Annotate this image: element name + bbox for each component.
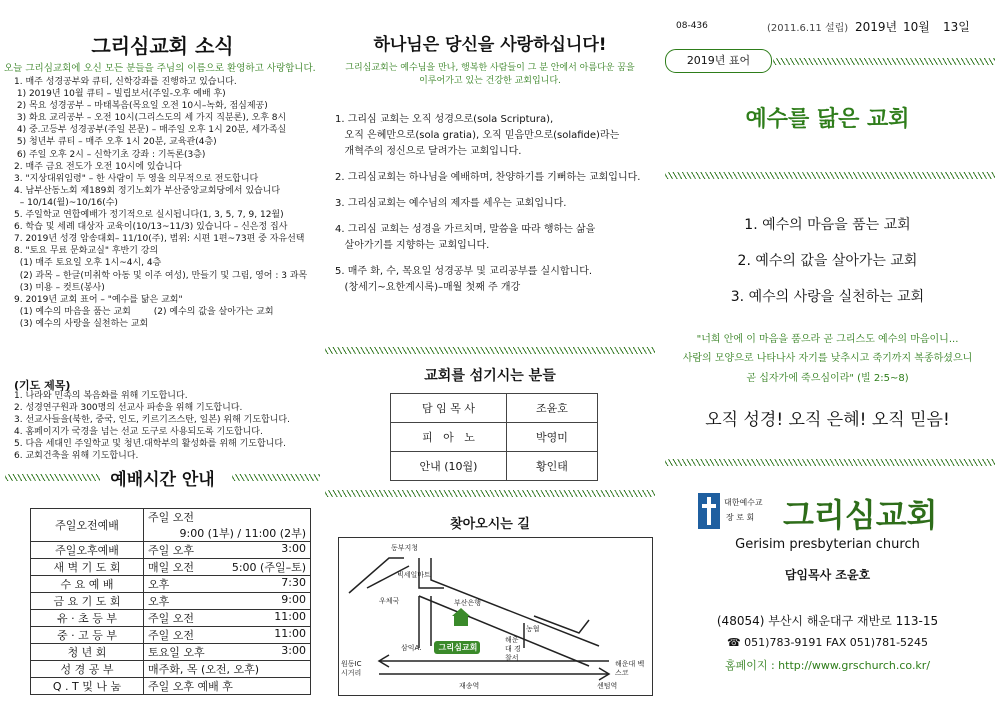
love-title: 하나님은 당신을 사랑하십니다!	[373, 35, 607, 55]
verse-line-2: 사람의 모양으로 나타나사 자기를 낮추시고 죽기까지 복종하셨으니	[682, 353, 973, 364]
church-name-en: Gerisim presbyterian church	[735, 537, 920, 552]
service-time: 주일 오전 11:00	[144, 610, 311, 627]
map-church-label: 그리심교회	[438, 643, 478, 652]
news-item: 3. "지상대위임령" – 한 사람이 두 영을 의무적으로 전도합니다	[14, 173, 259, 184]
table-row	[31, 678, 311, 695]
service-hour: 9:00	[281, 593, 306, 606]
news-item: 5) 청년부 큐티 – 매주 오후 1시 20분, 교육관(4층)	[14, 137, 217, 148]
service-hour: 11:00	[274, 627, 306, 640]
service-name: 청 년 회	[31, 644, 144, 661]
table-row	[31, 610, 311, 627]
table-row	[31, 644, 311, 661]
motto-point: 1. 예수의 마음을 품는 교회	[744, 217, 911, 233]
news-item: 4) 중.고등부 성경공부(주일 본문) – 매주일 오후 1시 20분, 세가족실	[14, 125, 287, 136]
table-row	[31, 627, 311, 644]
church-name: 그리심교회	[783, 496, 938, 534]
table-row	[31, 593, 311, 610]
verse-line-1: "너희 안에 이 마음을 품으라 곧 그리스도 예수의 마음이니...	[696, 334, 959, 345]
motto-point: 3. 예수의 사랑을 실천하는 교회	[730, 289, 925, 305]
news-item: 5. 주일학교 연합예배가 정기적으로 실시됩니다(1, 3, 5, 7, 9, 12월)	[14, 210, 284, 221]
service-name: 수 요 예 배	[31, 576, 144, 593]
map-label: 우체국	[379, 597, 400, 605]
statement-line: 오직 은혜만으로(sola gratia), 오직 믿음만으로(solafide)라는	[335, 130, 620, 141]
middle-panel	[325, 0, 655, 707]
service-name: 주일오전예배	[31, 509, 144, 542]
service-time: 주일 오후 3:00	[144, 542, 311, 559]
staff-role: 안내 (10월)	[391, 452, 507, 481]
service-name: 중 · 고 등 부	[31, 627, 144, 644]
service-time: 주일 오전 11:00	[144, 627, 311, 644]
news-item: (3) 예수의 사랑을 실천하는 교회	[14, 318, 149, 329]
service-hour: 3:00	[281, 644, 306, 657]
denomination-1: 대한예수교	[724, 498, 763, 507]
prayer-item: 4. 홈페이지가 국경을 넘는 선교 도구로 사용되도록 기도합니다.	[14, 427, 263, 438]
prayer-item: 5. 다음 세대인 주일학교 및 청년.대학부의 활성화를 위해 기도합니다.	[14, 439, 286, 450]
service-table	[30, 508, 311, 695]
news-item: (1) 매주 토요일 오후 1시~4시, 4층	[14, 258, 162, 269]
statement-line: 살아가기를 지향하는 교회입니다.	[335, 240, 490, 251]
map-label: 빅세일마트	[397, 571, 431, 579]
news-item: 1) 2019년 10월 큐티 – 빌립보서(주일-오후 예배 후)	[14, 89, 226, 100]
map-label: 원동IC 시거리	[341, 660, 362, 677]
staff-role: 피 아 노	[391, 423, 507, 452]
motto-tag: 2019년 표어	[665, 49, 772, 73]
statement-line: 1. 그리심 교회는 오직 성경으로(sola Scriptura),	[335, 114, 554, 125]
service-time: 매일 오전 5:00 (주일–토)	[144, 559, 311, 576]
motto-points	[655, 207, 1000, 315]
news-list	[14, 76, 324, 330]
service-hour: 5:00 (주일–토)	[231, 561, 306, 574]
table-row	[31, 576, 311, 593]
intro-line-1: 그리심교회는 예수님을 만나, 행복한 사람들이 그 분 안에서 아름다운 꿈을	[345, 63, 635, 73]
motto-point: 2. 예수의 값을 살아가는 교회	[737, 253, 918, 269]
prayer-item: 1. 나라와 민족의 복음화를 위해 기도합니다.	[14, 391, 188, 401]
service-time: 매주화, 목 (오전, 오후)	[144, 661, 311, 678]
service-name: 유 · 초 등 부	[31, 610, 144, 627]
news-item: 7. 2019년 성경 암송대회– 11/10(주), 범위: 시편 1편~73편 중 자유선택	[14, 234, 305, 245]
news-item: 8. "토요 무료 문화교실" 후반기 강의	[14, 246, 159, 257]
divider	[773, 58, 995, 65]
statement-line: 2. 그리심교회는 하나님을 예배하며, 찬양하기를 기뻐하는 교회입니다.	[335, 172, 641, 183]
divider	[325, 347, 655, 354]
slogan: 오직 성경! 오직 은혜! 오직 믿음!	[705, 410, 950, 430]
issue-month: 10월	[903, 20, 930, 34]
directions-map	[338, 537, 653, 696]
map-label: 삼익A.	[401, 644, 422, 652]
service-time: 주일 오후 예배 후	[144, 678, 311, 695]
divider	[325, 490, 655, 497]
map-label: 센텀역	[597, 682, 618, 690]
prayer-title: (기도 제목)	[14, 379, 71, 392]
cross-logo-icon	[698, 493, 720, 529]
prayer-item: 6. 교회건축을 위해 기도합니다.	[14, 451, 139, 462]
service-hour: 9:00 (1부) / 11:00 (2부)	[179, 527, 306, 540]
staff-title: 교회를 섬기시는 분들	[424, 368, 556, 384]
verse-line-3: 곧 십자가에 죽으심이라" (빌 2:5~8)	[746, 373, 909, 384]
map-label: 동부지청	[391, 544, 419, 552]
left-panel	[0, 0, 325, 707]
news-item: 6. 학습 및 세례 대상자 교육이(10/13~11/3) 있습니다 – 신은정 집사	[14, 222, 288, 233]
statement-line: 3. 그리심교회는 예수님의 제자를 세우는 교회입니다.	[335, 198, 567, 209]
map-title: 찾아오시는 길	[450, 517, 530, 532]
service-title: 예배시간 안내	[110, 470, 215, 490]
service-hour: 7:30	[281, 576, 306, 589]
news-item: 2. 매주 금요 전도가 오전 10시에 있습니다	[14, 161, 182, 172]
news-item: 3) 화요 교리공부 – 오전 10시(그리스도의 세 가지 직분론), 오후 8시	[14, 113, 287, 124]
staff-name: 황인태	[507, 452, 598, 481]
news-item: (2) 과목 – 한글(미취학 아동 및 이주 여성), 만들기 및 그림, 영어 : 3 과목	[14, 270, 308, 281]
map-label: 부산은행	[454, 599, 482, 607]
news-item: 2) 목요 성경공부 – 마태복음(목요일 오전 10시–녹화, 점심제공)	[14, 101, 268, 112]
statement-line: 5. 매주 화, 수, 목요일 성경공부 및 교리공부를 실시합니다.	[335, 266, 593, 277]
news-item: 1. 매주 성경공부와 큐티, 신학강좌를 진행하고 있습니다.	[14, 77, 237, 87]
map-label: 농협	[526, 625, 540, 633]
prayer-list	[14, 390, 324, 463]
founded-date: (2011.6.11 설립)	[767, 23, 849, 34]
homepage-link[interactable]: 홈페이지 : http://www.grschurch.co.kr/	[724, 659, 931, 672]
map-label: 해운대 벡스코	[615, 660, 645, 677]
service-hour: 11:00	[274, 610, 306, 623]
pastor-name: 담임목사 조윤호	[784, 568, 871, 582]
news-item: (1) 예수의 마음을 품는 교회 (2) 예수의 값을 살아가는 교회	[14, 306, 274, 317]
issue-code: 08-436	[676, 21, 708, 31]
divider	[665, 459, 995, 466]
table-row	[391, 394, 598, 423]
news-item: 4. 남부산동노회 제189회 정기노회가 부산중앙교회당에서 있습니다	[14, 185, 281, 196]
intro-line-2: 이루어가고 있는 건강한 교회입니다.	[419, 76, 561, 86]
table-row	[31, 559, 311, 576]
right-panel	[655, 0, 1000, 707]
service-name: 금 요 기 도 회	[31, 593, 144, 610]
table-row	[391, 423, 598, 452]
statement-line: (창세기~요한계시록)–매월 첫째 주 개강	[335, 282, 521, 293]
table-row	[31, 661, 311, 678]
service-name: 새 벽 기 도 회	[31, 559, 144, 576]
map-label: 해운대 경찰서	[505, 636, 521, 662]
issue-year: 2019년	[855, 20, 898, 34]
phone-fax: ☎ 051)783-9191 FAX 051)781-5245	[726, 636, 929, 649]
news-item: – 10/14(월)~10/16(수)	[14, 197, 118, 208]
service-time: 토요일 오후 3:00	[144, 644, 311, 661]
denomination-2: 장 로 회	[726, 513, 755, 522]
issue-day: 13일	[943, 20, 970, 34]
news-item: 9. 2019년 교회 표어 – "예수를 닮은 교회"	[14, 294, 183, 305]
news-item: 6) 주일 오후 2시 – 신학기초 강좌 : 기독론(3층)	[14, 149, 206, 160]
service-hour: 3:00	[281, 542, 306, 555]
table-row	[31, 542, 311, 559]
service-time: 오후 7:30	[144, 576, 311, 593]
table-row	[31, 509, 311, 542]
news-item: (3) 미용 – 컷트(봉사)	[14, 282, 105, 293]
staff-role: 담 임 목 사	[391, 394, 507, 423]
news-title: 그리심교회 소식	[91, 34, 234, 58]
address: (48054) 부산시 해운대구 재반로 113-15	[716, 614, 939, 628]
church-statements	[335, 112, 653, 296]
motto: 예수를 닮은 교회	[745, 107, 910, 132]
welcome-text: 오늘 그리심교회에 오신 모든 분들을 주님의 이름으로 환영하고 사랑합니다.	[4, 63, 316, 74]
map-label: 재송역	[459, 682, 480, 690]
service-time: 오후 9:00	[144, 593, 311, 610]
staff-name: 조윤호	[507, 394, 598, 423]
prayer-item: 3. 선교사들을(북한, 중국, 인도, 키르기즈스탄, 일본) 위해 기도합니다.	[14, 415, 290, 426]
service-name: 성 경 공 부	[31, 661, 144, 678]
map-graphic	[339, 538, 652, 695]
service-time: 주일 오전 9:00 (1부) / 11:00 (2부)	[144, 509, 311, 542]
staff-name: 박영미	[507, 423, 598, 452]
statement-line: 4. 그리심 교회는 성경을 가르치며, 말씀을 따라 행하는 삶을	[335, 224, 596, 235]
prayer-item: 2. 성경연구원과 300명의 선교사 파송을 위해 기도합니다.	[14, 403, 243, 414]
divider	[665, 172, 995, 179]
service-name: 주일오후예배	[31, 542, 144, 559]
table-row	[391, 452, 598, 481]
staff-table	[390, 393, 598, 481]
statement-line: 개혁주의 정신으로 달려가는 교회입니다.	[335, 146, 522, 157]
service-name: Q . T 및 나 눔	[31, 678, 144, 695]
